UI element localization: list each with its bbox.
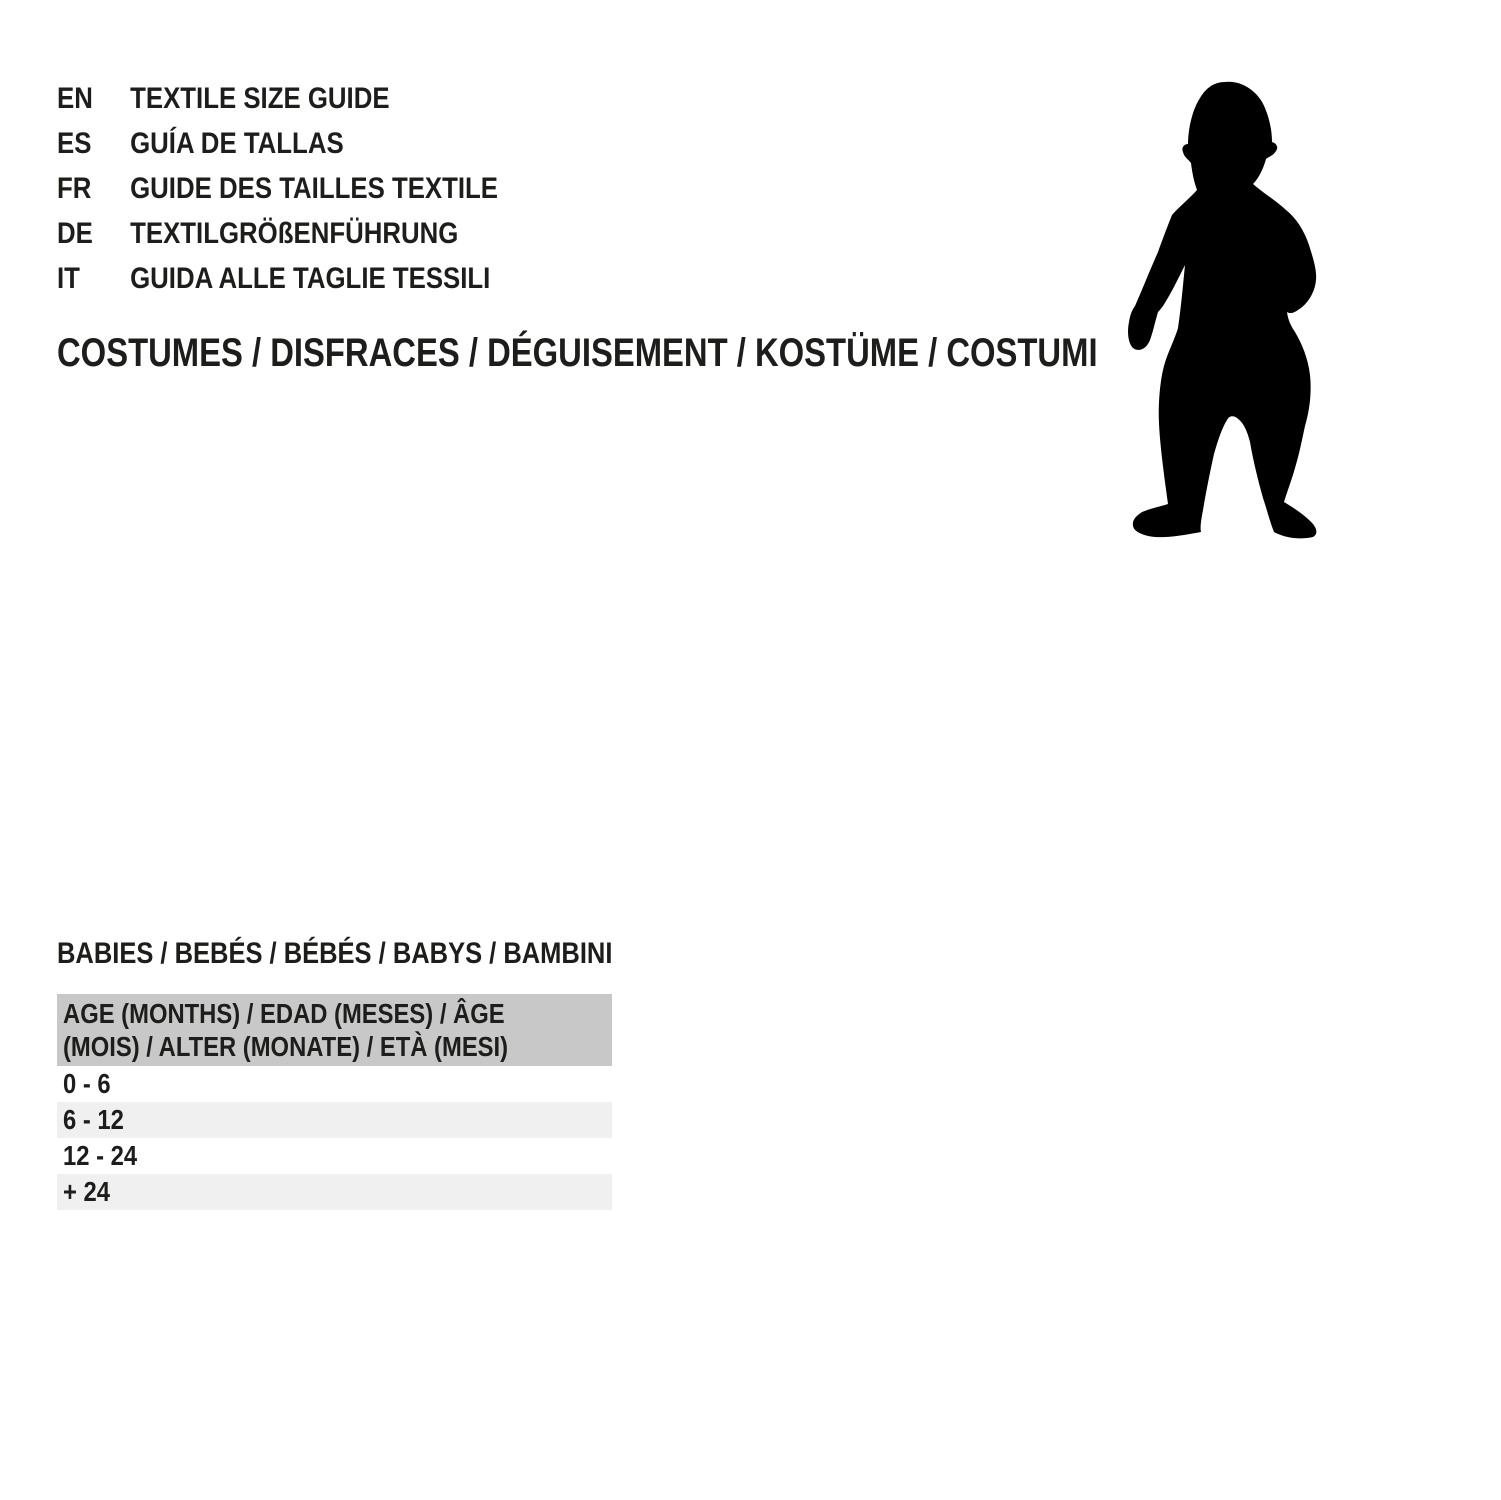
table-cell-age: + 24 xyxy=(63,1176,110,1207)
language-code: FR xyxy=(57,171,92,205)
table-row xyxy=(57,1066,612,1102)
language-row-fr xyxy=(57,166,498,211)
language-code: DE xyxy=(57,216,93,250)
language-code: ES xyxy=(57,126,92,160)
language-label: TEXTILGRÖßENFÜHRUNG xyxy=(130,216,459,250)
language-row-it xyxy=(57,256,498,301)
language-list xyxy=(57,76,498,301)
table-row xyxy=(57,1138,612,1174)
category-title: COSTUMES / DISFRACES / DÉGUISEMENT / KOSTÜME / COSTUMI xyxy=(57,331,1098,375)
table-header-label: AGE (MONTHS) / EDAD (MESES) / ÂGE (MOIS) / ALTER (MONATE) / ETÀ (MESI) xyxy=(63,998,509,1062)
section-title: BABIES / BEBÉS / BÉBÉS / BABYS / BAMBINI xyxy=(57,937,613,970)
language-row-en xyxy=(57,76,498,121)
table-cell-age: 0 - 6 xyxy=(63,1068,111,1099)
language-label: GUIDE DES TAILLES TEXTILE xyxy=(130,171,499,205)
table-cell-age: 12 - 24 xyxy=(63,1140,138,1171)
language-row-de xyxy=(57,211,498,256)
language-label: TEXTILE SIZE GUIDE xyxy=(130,81,390,115)
language-code: IT xyxy=(57,261,80,295)
language-label: GUIDA ALLE TAGLIE TESSILI xyxy=(130,261,491,295)
table-header-row xyxy=(57,994,612,1066)
baby-silhouette-icon xyxy=(1100,60,1360,560)
table-row xyxy=(57,1102,612,1138)
age-size-table xyxy=(57,994,612,1210)
language-label: GUÍA DE TALLAS xyxy=(130,126,344,160)
table-row xyxy=(57,1174,612,1210)
language-row-es xyxy=(57,121,498,166)
language-code: EN xyxy=(57,81,93,115)
table-cell-age: 6 - 12 xyxy=(63,1104,124,1135)
